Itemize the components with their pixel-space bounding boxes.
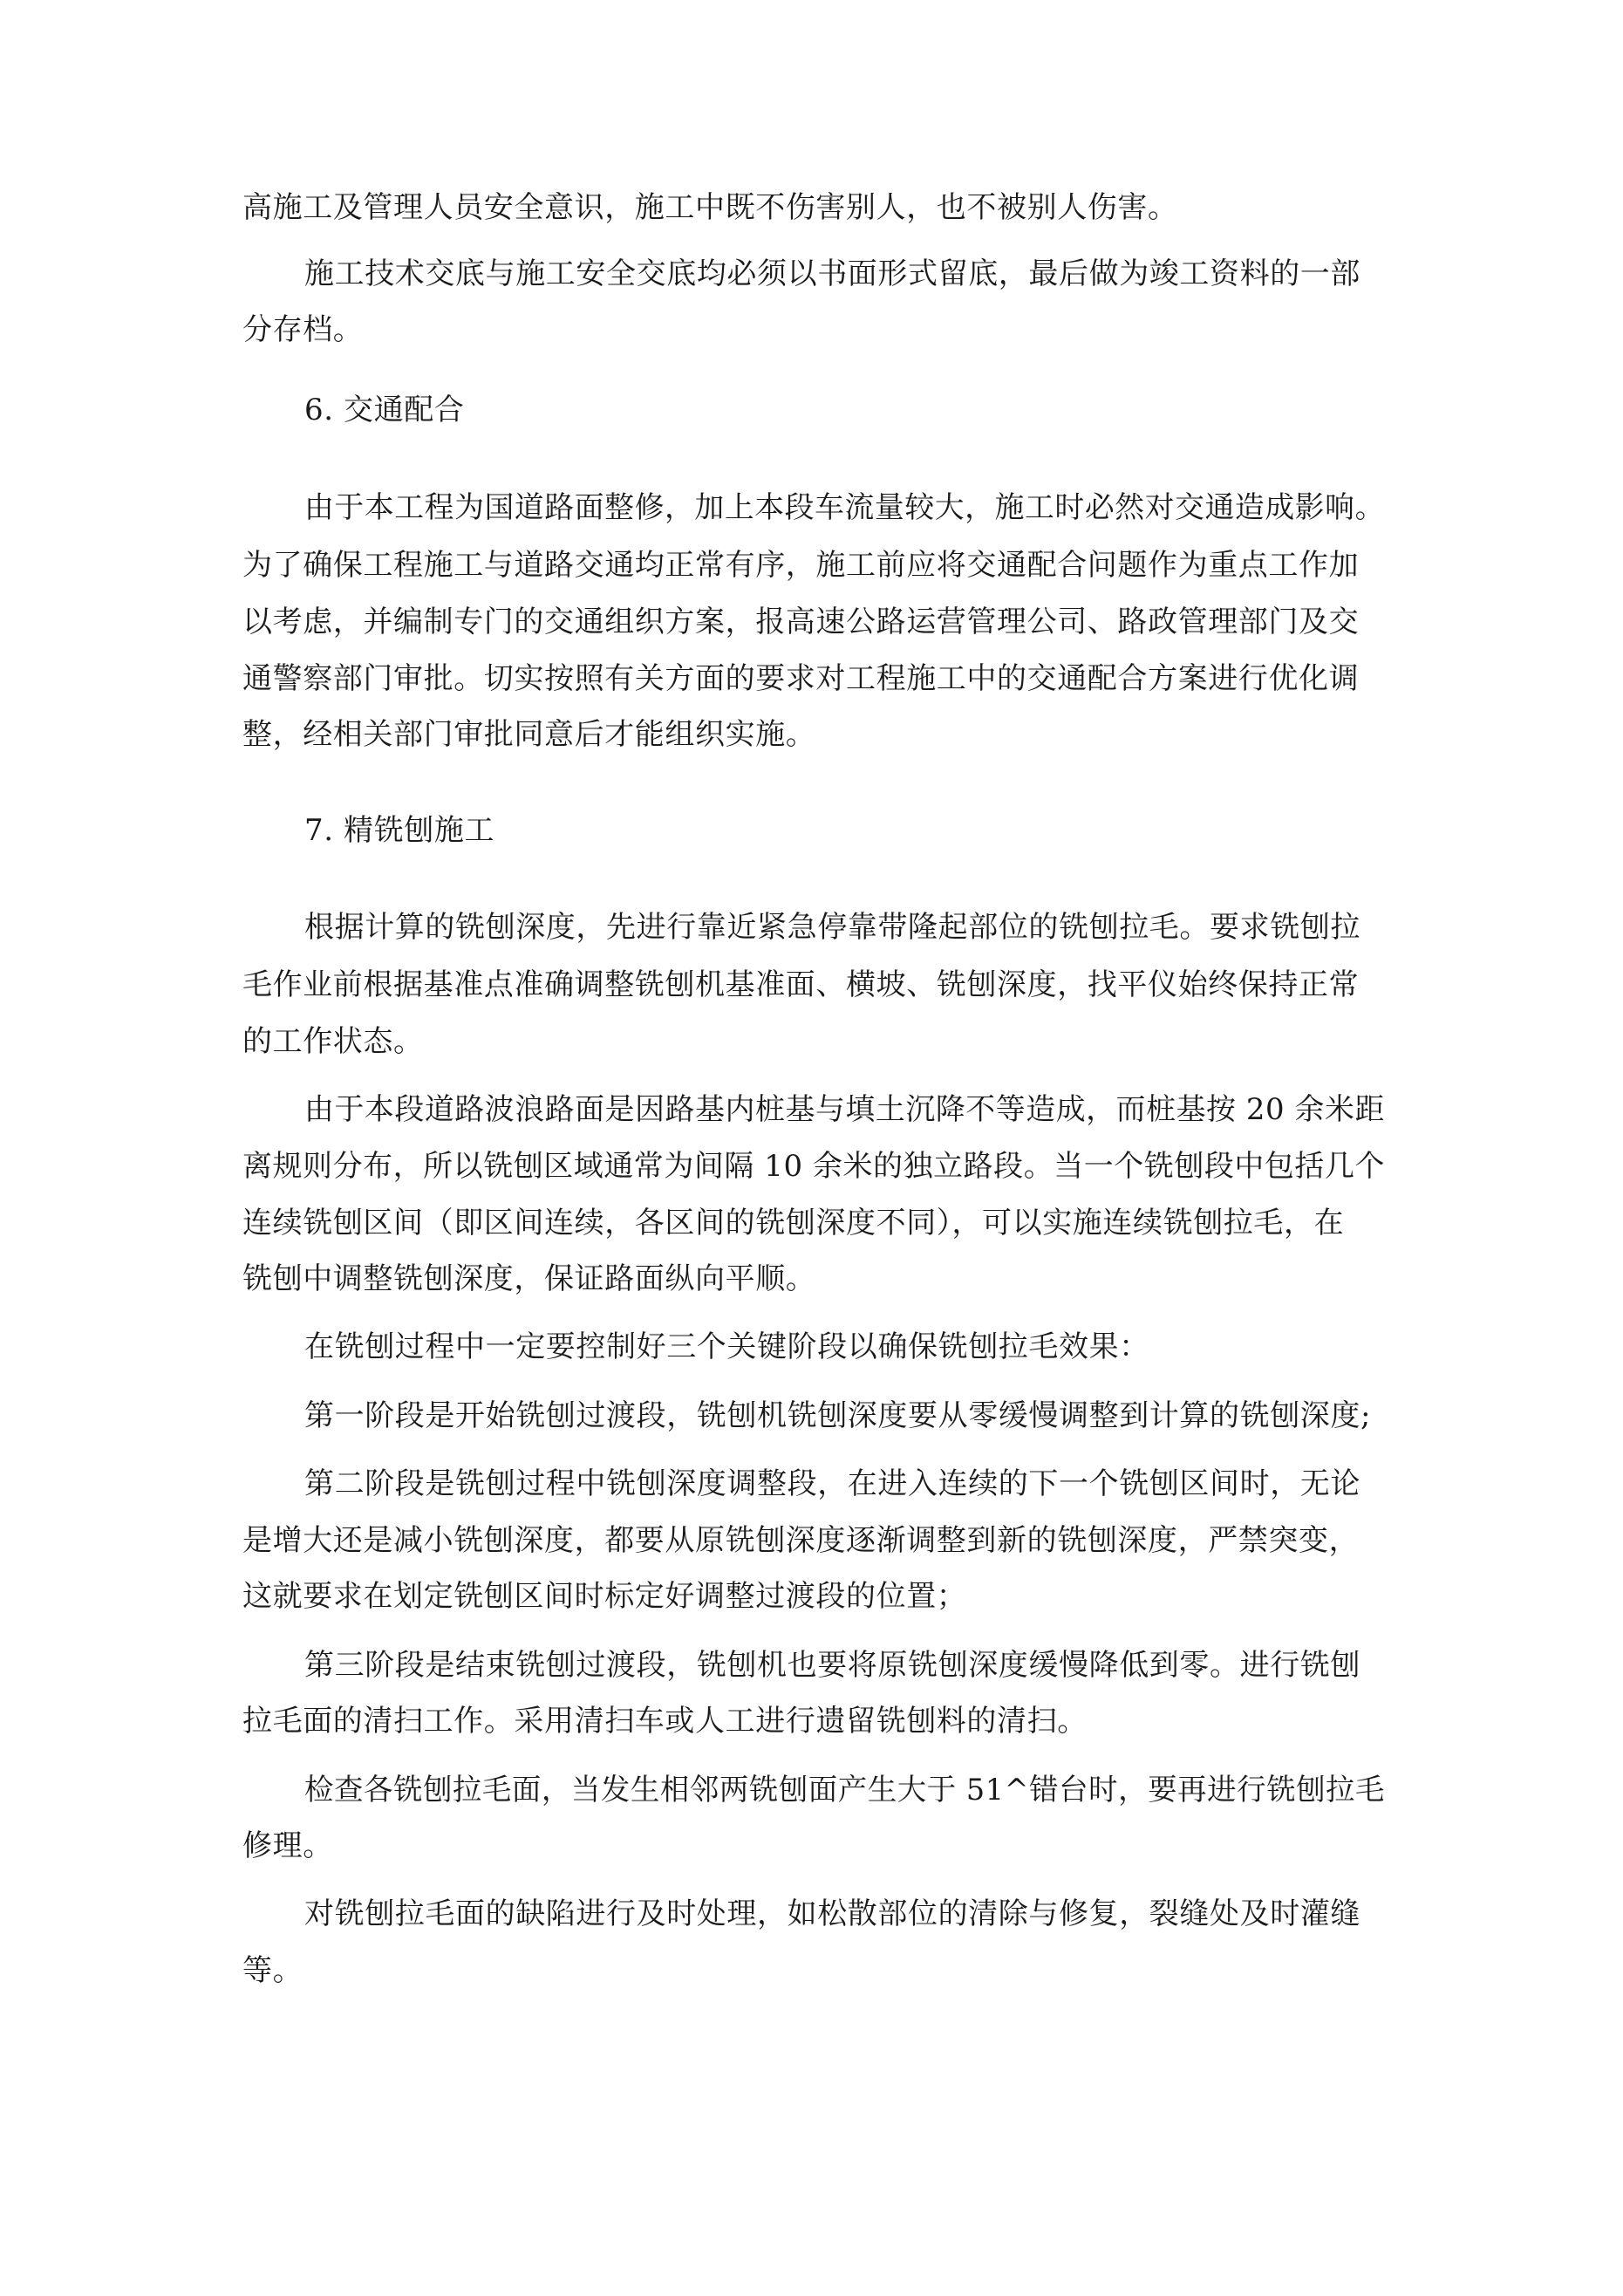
- paragraph-line: 由于本段道路波浪路面是因路基内桩基与填土沉降不等造成，而桩基按 20 余米距: [304, 1092, 1385, 1127]
- paragraph-line: 等。: [242, 1953, 303, 1988]
- paragraph-line: 由于本工程为国道路面整修，加上本段车流量较大，施工时必然对交通造成影响。: [304, 490, 1386, 525]
- paragraph-line: 整，经相关部门审批同意后才能组织实施。: [242, 717, 816, 752]
- paragraph-line: 分存档。: [242, 312, 364, 347]
- paragraph-line: 在铣刨过程中一定要控制好三个关键阶段以确保铣刨拉毛效果：: [304, 1329, 1149, 1364]
- paragraph-line: 检查各铣刨拉毛面，当发生相邻两铣刨面产生大于 51^错台时，要再进行铣刨拉毛: [304, 1773, 1386, 1807]
- paragraph-line: 通警察部门审批。切实按照有关方面的要求对工程施工中的交通配合方案进行优化调: [242, 661, 1360, 696]
- paragraph-line: 拉毛面的清扫工作。采用清扫车或人工进行遗留铣刨料的清扫。: [242, 1704, 1088, 1739]
- section-heading: 7. 精铣刨施工: [304, 813, 495, 848]
- paragraph-line: 根据计算的铣刨深度，先进行靠近紧急停靠带隆起部位的铣刨拉毛。要求铣刨拉: [304, 910, 1360, 945]
- paragraph-line: 施工技术交底与施工安全交底均必须以书面形式留底，最后做为竣工资料的一部: [304, 256, 1360, 291]
- paragraph-line: 以考虑，并编制专门的交通组织方案，报高速公路运营管理公司、路政管理部门及交: [242, 605, 1360, 639]
- paragraph-line: 的工作状态。: [242, 1024, 424, 1059]
- paragraph-line: 第一阶段是开始铣刨过渡段，铣刨机铣刨深度要从零缓慢调整到计算的铣刨深度;: [304, 1398, 1372, 1433]
- paragraph-line: 高施工及管理人员安全意识，施工中既不伤害别人，也不被别人伤害。: [242, 190, 1178, 225]
- paragraph-line: 离规则分布，所以铣刨区域通常为间隔 10 余米的独立路段。当一个铣刨段中包括几个: [242, 1149, 1386, 1184]
- section-heading: 6. 交通配合: [304, 393, 465, 427]
- paragraph-line: 毛作业前根据基准点准确调整铣刨机基准面、横坡、铣刨深度，找平仪始终保持正常: [242, 967, 1360, 1002]
- paragraph-line: 为了确保工程施工与道路交通均正常有序，施工前应将交通配合问题作为重点工作加: [242, 548, 1360, 583]
- paragraph-line: 第三阶段是结束铣刨过渡段，铣刨机也要将原铣刨深度缓慢降低到零。进行铣刨: [304, 1648, 1360, 1683]
- paragraph-line: 第二阶段是铣刨过程中铣刨深度调整段，在进入连续的下一个铣刨区间时，无论: [304, 1466, 1360, 1501]
- paragraph-line: 铣刨中调整铣刨深度，保证路面纵向平顺。: [242, 1261, 816, 1296]
- paragraph-line: 这就要求在划定铣刨区间时标定好调整过渡段的位置；: [242, 1579, 967, 1614]
- paragraph-line: 修理。: [242, 1828, 333, 1863]
- paragraph-line: 对铣刨拉毛面的缺陷进行及时处理，如松散部位的清除与修复，裂缝处及时灌缝: [304, 1896, 1360, 1931]
- paragraph-line: 是增大还是减小铣刨深度，都要从原铣刨深度逐渐调整到新的铣刨深度，严禁突变，: [242, 1523, 1360, 1558]
- paragraph-line: 连续铣刨区间（即区间连续，各区间的铣刨深度不同），可以实施连续铣刨拉毛，在: [242, 1206, 1345, 1240]
